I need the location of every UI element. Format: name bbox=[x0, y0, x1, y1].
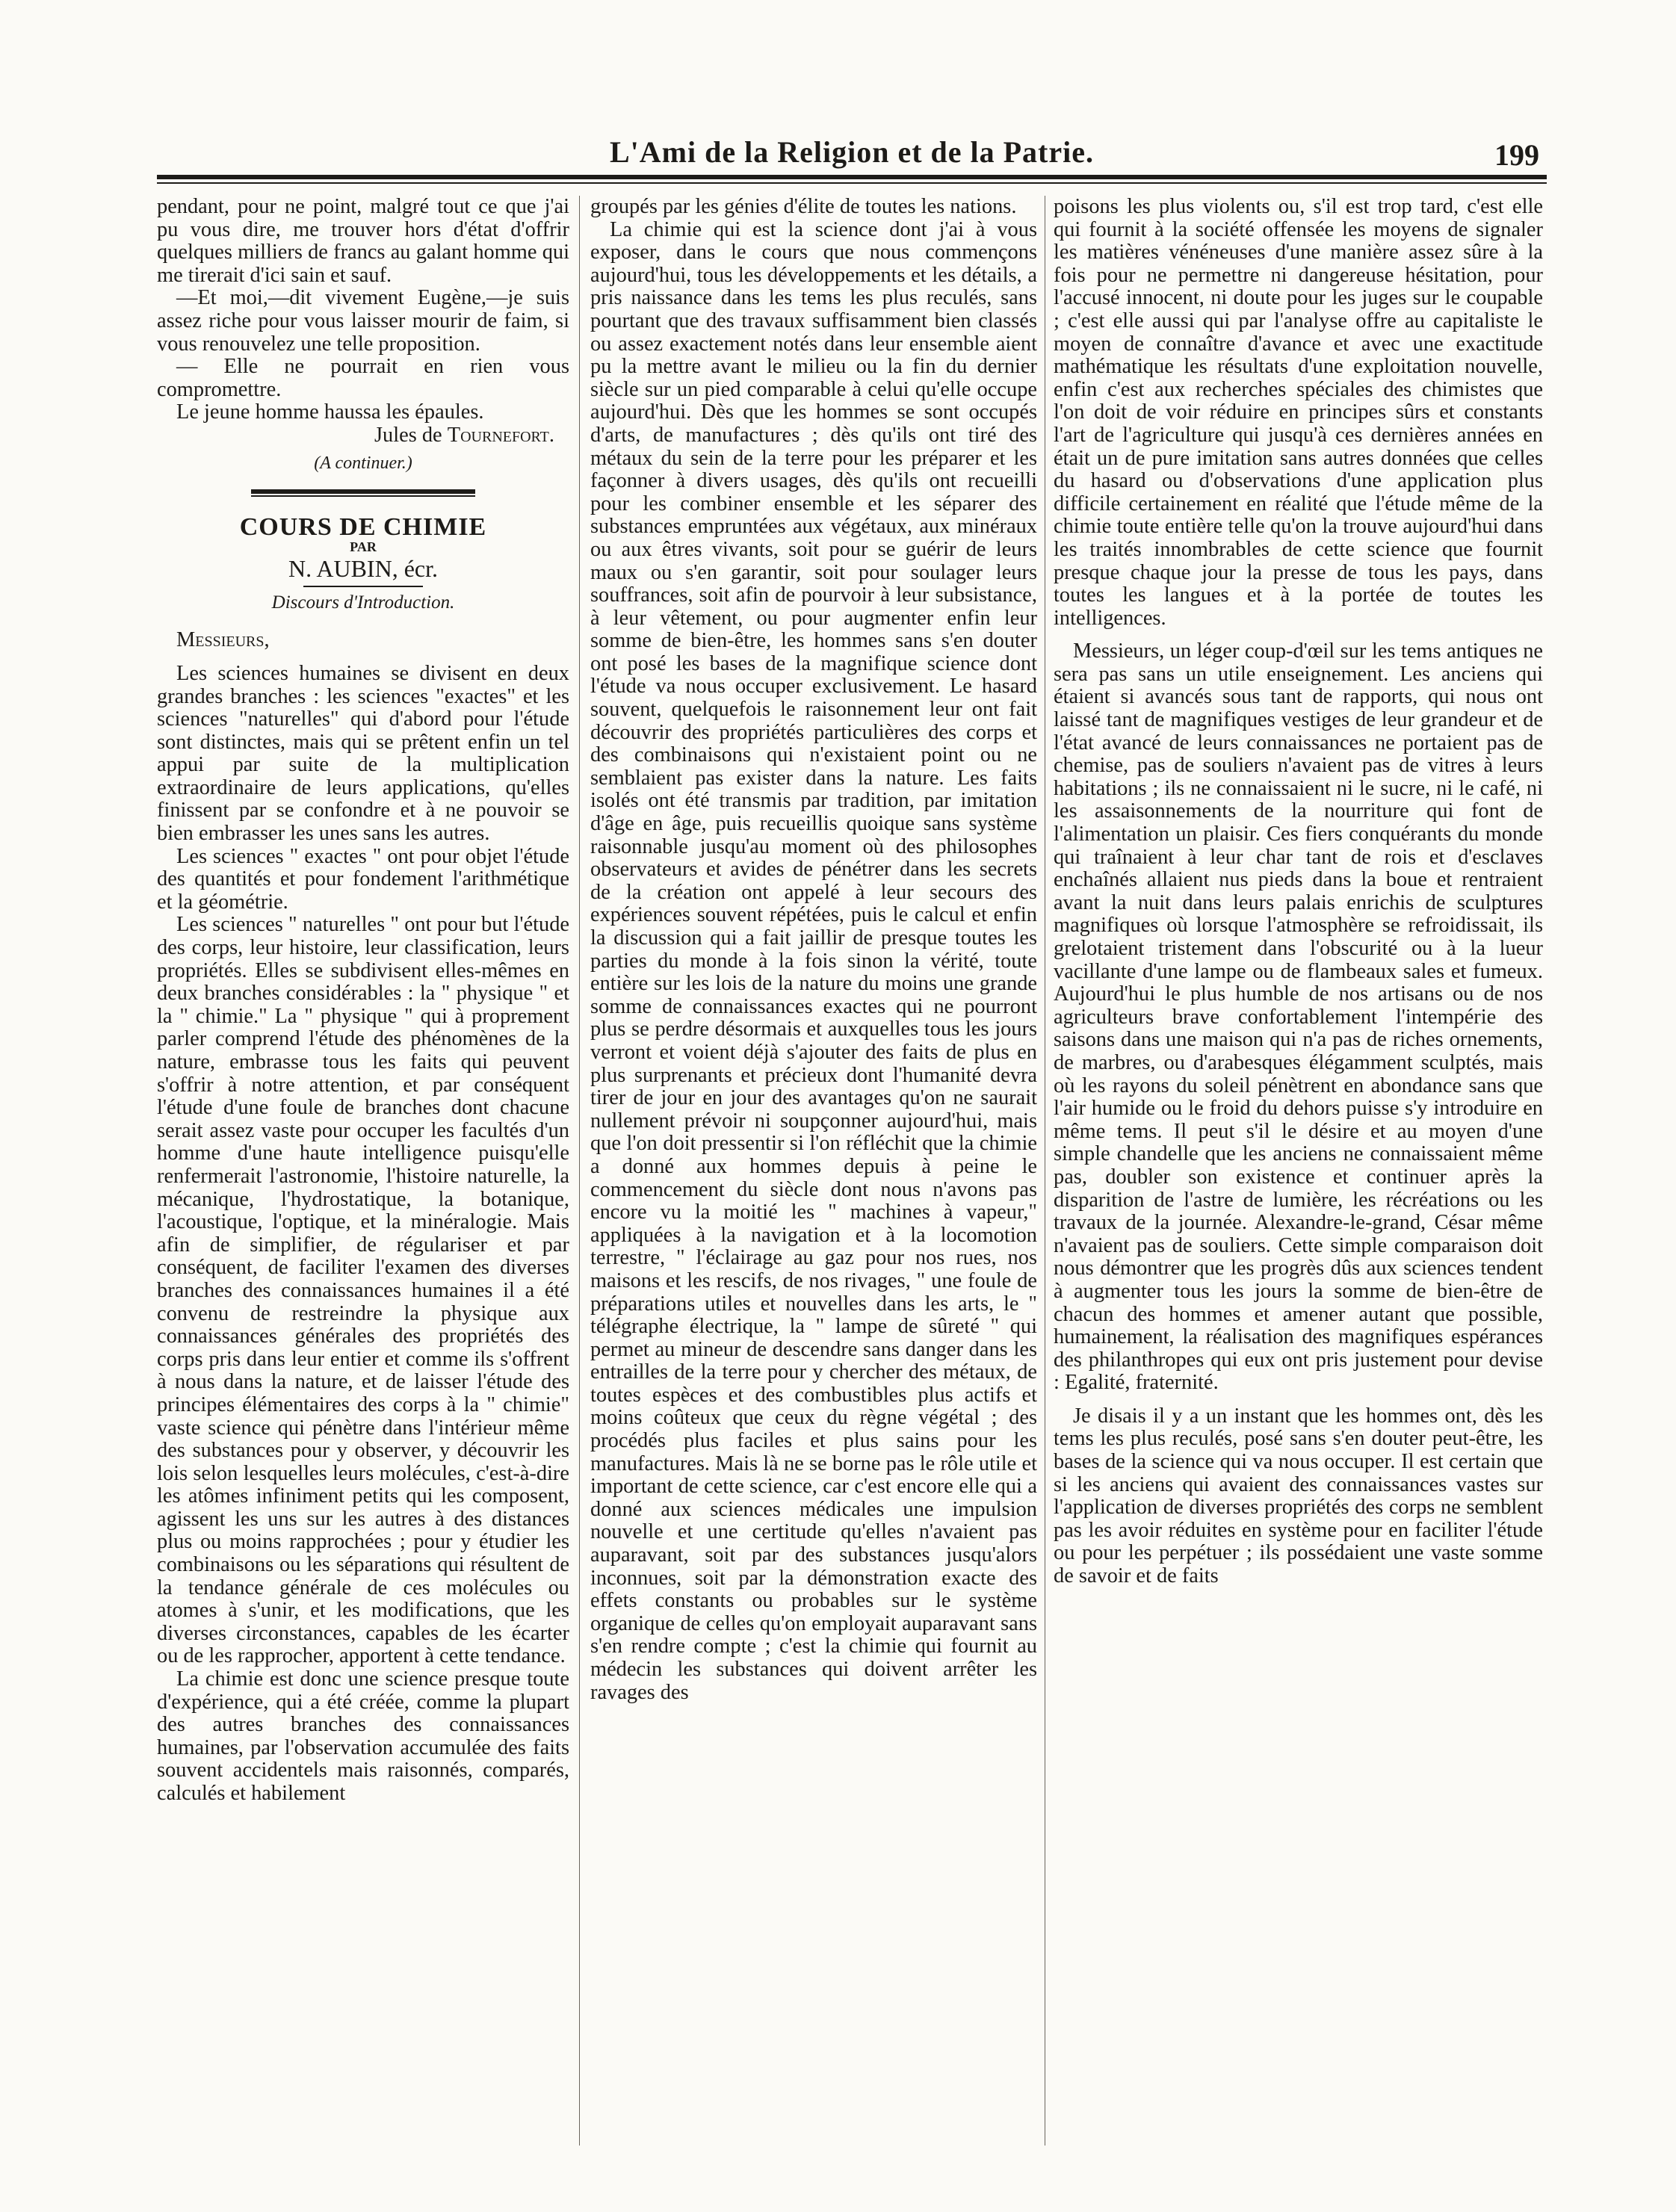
page-header bbox=[149, 134, 1554, 172]
section-separator-thin bbox=[251, 495, 475, 497]
signature-last: Tournefort. bbox=[447, 423, 554, 447]
article-subtitle: Discours d'Introduction. bbox=[271, 592, 455, 613]
to-be-continued: (A continuer.) bbox=[314, 453, 412, 473]
article-paragraph: La chimie est donc une science presque toute d'expérience, qui a été créée, comme la plupart des autres branches des connaissances humaines, par l'observation accumulée des faits souvent accidentels mais raisonnés, comparés, calculés et habilement bbox=[157, 1667, 569, 1805]
signature-first: Jules de bbox=[374, 423, 448, 447]
story-paragraph: Le jeune homme haussa les épaules. bbox=[176, 400, 484, 424]
journal-title: L'Ami de la Religion et de la Patrie. bbox=[609, 135, 1094, 169]
column-1 bbox=[157, 196, 569, 2160]
header-rule-thin bbox=[157, 182, 1547, 184]
article-paragraph: groupés par les génies d'élite de toutes les nations. bbox=[590, 196, 1017, 218]
byline-par: PAR bbox=[350, 539, 377, 554]
column-2 bbox=[590, 196, 1037, 2160]
header-rule bbox=[157, 175, 1547, 179]
story-paragraph: — Elle ne pourrait en rien vous compromettre. bbox=[157, 355, 569, 401]
story-signature bbox=[157, 424, 554, 447]
story-paragraph: —Et moi,—dit vivement Eugène,—je suis assez riche pour vous laisser mourir de faim, si vous renouvelez une telle proposition. bbox=[157, 286, 569, 356]
section-separator bbox=[251, 489, 475, 494]
column-3 bbox=[1054, 196, 1543, 2160]
author-rule bbox=[303, 586, 423, 587]
article-paragraph: Les sciences " exactes " ont pour objet l'étude des quantités et pour fondement l'arithmétique et la géométrie. bbox=[157, 844, 569, 914]
article-paragraph: Les sciences " naturelles " ont pour but l'étude des corps, leur histoire, leur classification, leurs propriétés. Elles se subdivisent elles-mêmes en deux branches considérables : la " physique " et la " chimie." La " physique " qui à proprement parler comprend l'étude des phénomènes de la nature, embrasse tous les faits qui peuvent s'offrir à notre attention, et par conséquent l'étude d'une foule de branches dont chacune serait assez vaste pour occuper les facultés d'un homme d'une haute intelligence puisqu'elle renfermerait l'astronomie, l'histoire naturelle, la mécanique, l'hydrostatique, la botanique, l'acoustique, l'optique, et la minéralogie. Mais afin de simplifier, de régulariser et par conséquent, de faciliter l'examen des diverses branches des connaissances humaines il a été convenu de restreindre la physique aux connaissances générales des propriétés des corps pris dans leur entier et comme ils s'offrent à nous dans la nature, et de laisser l'étude des principes élémentaires des corps à la " chimie" vaste science qui pénètre dans l'intérieur même des substances pour y observer, y découvrir les lois selon lesquelles leurs molécules, c'est-à-dire les atômes infiniment petits qui les composent, agissent les uns sur les autres à des distances plus ou moins rapprochées ; pour y étudier les combinaisons ou les séparations qui résultent de la tendance générale de ces molécules ou atomes à s'unir, et les modifications, que les diverses circonstances, capables de les écarter ou de les rapprocher, apportent à cette tendance. bbox=[157, 913, 569, 1668]
page-number: 199 bbox=[1494, 138, 1539, 172]
story-paragraph: pendant, pour ne point, malgré tout ce que j'ai pu vous dire, me trouver hors d'état d'offrir quelques milliers de francs au galant homme qui me tirerait d'ici sain et sauf. bbox=[157, 196, 569, 287]
article-heading: COURS DE CHIMIE bbox=[239, 513, 487, 542]
column-divider-1 bbox=[579, 196, 580, 2146]
article-author: N. AUBIN, écr. bbox=[288, 554, 438, 582]
article-paragraph: Messieurs, un léger coup-d'œil sur les tems antiques ne sera pas sans un utile enseignement. Les anciens qui étaient si avancés sous tant de rapports, qui nous ont laissé tant de magnifiques vestiges de leur grandeur et de l'état avancé de leurs connaissances ne portaient pas de chemise, pas de souliers n'avaient pas de vitres à leurs habitations ; ils ne connaissaient ni le sucre, ni le café, ni les assaisonnements de la nourriture qui font de l'alimentation un plaisir. Ces fiers conquérants du monde qui traînaient à leur char tant de rois et d'esclaves enchaînés allaient nus pieds dans la boue et rentraient avant la nuit dans leurs palais enrichis de sculptures magnifiques où lorsque l'atmosphère se refroidissait, ils grelotaient tristement dans l'obscurité ou à la lueur vacillante d'une lampe ou de flambeaux sales et fumeux. Aujourd'hui le plus humble de nos artisans ou de nos agriculteurs brave confortablement l'intempérie des saisons dans une maison qui n'a pas de riches ornements, de marbres, ou d'arabesques élégamment sculptés, mais où les rayons du soleil pénètrent en abondance sans que l'air humide ou le froid du dehors puisse s'y introduire en même tems. Il peut s'il le désire et au moyen d'une simple chandelle que les anciens ne connaissaient même pas, doubler son existence et continuer après la disparition de l'astre de lumière, les récréations ou les travaux de la journée. Alexandre-le-grand, César même n'avaient pas de souliers. Cette simple comparaison doit nous démontrer que les progrès dûs aux sciences tendent à augmenter tous les jours la somme de bien-être de chacun des hommes et amener autant que possible, humainement, la réalisation des magnifiques espérances des philanthropes qui eux ont pris justement pour devise : Egalité, fraternité. bbox=[1054, 639, 1543, 1395]
article-paragraph: La chimie qui est la science dont j'ai à vous exposer, dans le cours que nous commençons aujourd'hui, tous les développements et les détails, a pris naissance dans les tems les plus reculés, sans pourtant que des travaux suffisamment bien classés ou assez exactement notés dans leur ensemble aient pu la mettre avant le milieu ou la fin du dernier siècle sur un pied comparable à celui qu'elle occupe aujourd'hui. Dès que les hommes se sont occupés d'arts, de manufactures ; dès qu'ils ont tiré des métaux du sein de la terre pour les préparer et les façonner à divers usages, dès qu'ils ont recueilli pour les combiner ensemble et les séparer des substances empruntées aux végétaux, aux minéraux ou aux êtres vivants, soit pour se guérir de leurs maux ou s'en garantir, soit pour soulager leurs souffrances, soit afin de pourvoir à leur subsistance, à leur vêtement, ou pour augmenter enfin leur somme de bien-être, les hommes sans s'en douter ont posé les bases de la magnifique science dont l'étude va nous occuper exclusivement. Le hasard souvent, quelquefois le raisonnement leur ont fait découvrir des propriétés particulières des corps et des combinaisons qui n'existaient point ou ne semblaient pas exister dans la nature. Les faits isolés ont été transmis par tradition, par imitation d'âge en âge, puis recueillis quoique sans système raisonnable jusqu'au moment où des philosophes observateurs et avides de pénétrer dans les secrets de la création ont appelé à leur secours des expériences souvent répétées, puis le calcul et enfin la discussion qui a fait jaillir de presque toutes les parties du monde à la fois sinon la vérité, toute entière sur les lois de la nature du moins une grande somme de connaissances exactes qui ne pourront plus se perdre désormais et auxquelles tous les jours verront et voient déjà s'ajouter des faits de plus en plus surprenants et précieux dont l'humanité devra tirer de jour en jour des avantages qu'on ne saurait nullement prévoir ni soupçonner aujourd'hui, mais que l'on doit pressentir si l'on réfléchit que la chimie a donné aux hommes depuis à peine le commencement du siècle dont nous n'avons pas encore vu la moitié les " machines à vapeur," appliquées à la navigation et à la locomotion terrestre, " l'éclairage au gaz pour nos rues, nos maisons et les rescifs, de nos rivages, " une foule de préparations utiles et nouvelles dans les arts, le " télégraphe électrique, la " lampe de sûreté " qui permet au mineur de descendre sans danger dans les entrailles de la terre pour y chercher des métaux, de toutes espèces et des combustibles plus actifs et moins coûteux que ceux du règne végétal ; des procédés plus faciles et plus sains pour les manufactures. Mais là ne se borne pas le rôle utile et important de cette science, car c'est encore elle qui a donné aux sciences médicales une impulsion nouvelle et une certitude qu'elles n'avaient pas auparavant, soit par des substances jusqu'alors inconnues, soit par la démonstration exacte des effets constants ou probables sur le système organique de celles qu'on employait auparavant sans s'en rendre compte ; c'est la chimie qui fournit au médecin les substances qui doivent arrêter les ravages des bbox=[590, 217, 1037, 1704]
article-paragraph: poisons les plus violents ou, s'il est trop tard, c'est elle qui fournit à la société offensée les moyens de signaler les matières vénéneuses d'une manière assez sûre à la fois pour ne permettre ni dangereuse hésitation, pour l'accusé innocent, ni doute pour les juges sur le coupable ; c'est elle aussi qui par l'analyse offre au capitaliste le moyen de connaître d'avance et avec une exactitude mathématique les résultats d'une exploitation nouvelle, enfin c'est aux recherches spéciales des chimistes que l'on doit de voir réduire en principes sûrs et constants l'art de l'agriculture qui jusqu'à ces dernières années en était un de pure imitation sans autres données que celles du hasard ou d'observations d'une application plus difficile certainement en réalité que l'étude même de la chimie toute entière telle qu'on la trouve aujourd'hui dans les traités innombrables de cette science que fournit presque chaque jour la presse de tous les pays, dans toutes les langues et à la portée de toutes les intelligences. bbox=[1054, 196, 1543, 630]
salutation: Messieurs, bbox=[176, 628, 270, 652]
article-paragraph: Les sciences humaines se divisent en deux grandes branches : les sciences "exactes" et les sciences "naturelles" qui d'abord pour l'étude sont distinctes, mais qui se prêtent enfin un tel appui par suite de la multiplication extraordinaire de leurs applications, qu'elles finissent par se confondre et à ne pouvoir se bien embrasser les unes sans les autres. bbox=[157, 661, 569, 846]
article-paragraph: Je disais il y a un instant que les hommes ont, dès les tems les plus reculés, posé sans s'en douter peut-être, les bases de la science qui va nous occuper. Il est certain que si les anciens qui avaient des connaissances vastes sur l'application de diverses propriétés des corps ne semblent pas les avoir réduites en système pour en faciliter l'étude ou pour les perpétuer ; ils possédaient une vaste somme de savoir et de faits bbox=[1054, 1404, 1543, 1588]
